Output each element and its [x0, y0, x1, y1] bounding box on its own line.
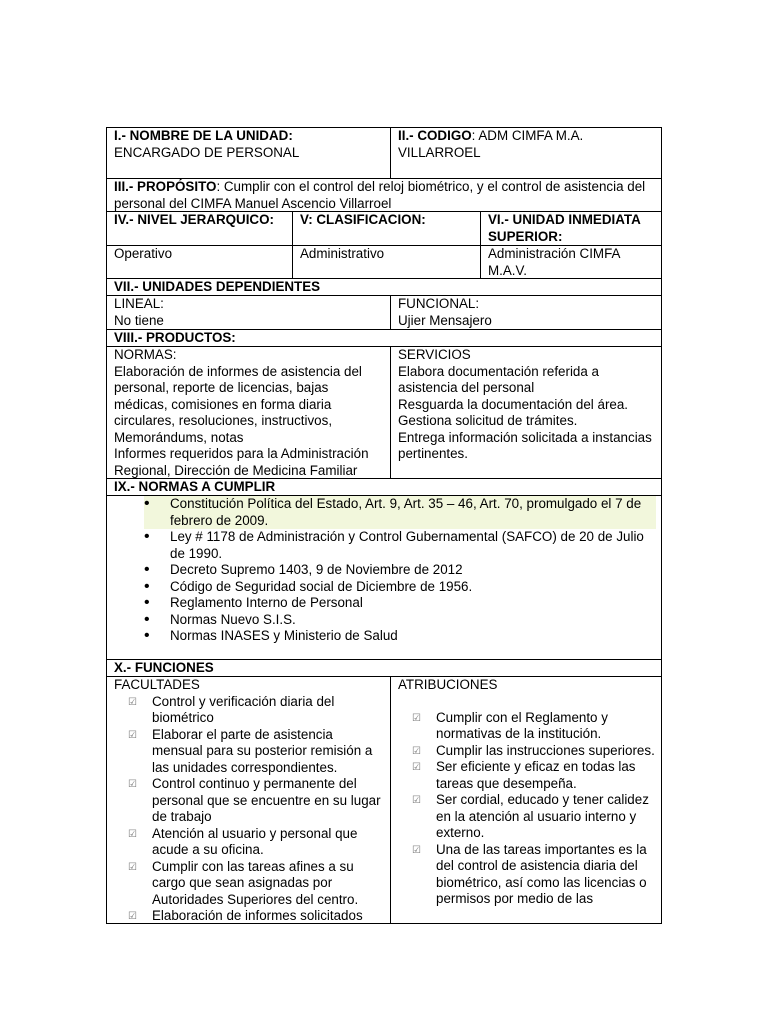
facultades-label: FACULTADES [114, 677, 200, 692]
facultad-item [114, 694, 385, 727]
norma-item: • Constitución Política del Estado, Art. 9, Art. 35 – 46, Art. 70, promulgado el 7 de febrero de 2009. [144, 496, 656, 529]
norma-item: • Código de Seguridad social de Diciembre de 1956. [144, 579, 656, 596]
atribucion-text: Ser eficiente y eficaz en todas las tareas que desempeña. [436, 759, 636, 791]
facultad-text: Control y verificación diaria del biométrico [152, 693, 335, 725]
atribucion-item [398, 759, 656, 792]
clasificacion-value: Administrativo [292, 246, 480, 278]
atribuciones-label: ATRIBUCIONES [398, 677, 498, 692]
checkmark-icon: ☑ [412, 745, 421, 757]
row-funciones-title [107, 660, 661, 677]
funciones-title: X.- FUNCIONES [114, 660, 214, 675]
servicios-item: Gestiona solicitud de trámites. [398, 413, 578, 428]
funcional-label: FUNCIONAL: [398, 296, 480, 311]
productos-title: VIII.- PRODUCTOS: [114, 330, 236, 345]
row-values-nivel [107, 246, 661, 279]
normas-list [114, 496, 656, 645]
checkmark-icon: ☑ [128, 779, 137, 790]
facultad-item [114, 727, 385, 777]
facultad-text: Elaborar el parte de asistencia mensual para su posterior remisión a las unidades correspondientes. [152, 726, 373, 775]
superior-label: VI.- UNIDAD INMEDIATA SUPERIOR: [480, 212, 661, 245]
atribucion-item [398, 710, 656, 743]
lineal-value: No tiene [114, 312, 164, 328]
row-dependientes-title [107, 279, 661, 296]
facultad-item [114, 908, 385, 925]
nivel-value: Operativo [114, 246, 173, 261]
codigo-value: : ADM CIMFA M.A. VILLARROEL [398, 128, 584, 160]
cell-normas-productos [107, 347, 390, 478]
norma-item: • Normas Nuevo S.I.S. [144, 612, 656, 629]
cell-proposito [107, 179, 661, 211]
row-dependientes [107, 296, 661, 330]
job-description-table [106, 127, 662, 924]
norma-item: • Decreto Supremo 1403, 9 de Noviembre de 2012 [144, 562, 656, 579]
row-normas-cumplir-title [107, 479, 661, 496]
facultad-item [114, 826, 385, 859]
norma-item: • Normas INASES y Ministerio de Salud [144, 628, 656, 645]
atribucion-text: Una de las tareas importantes es la del control de asistencia diaria del biométrico, así como las licencias o permisos por medio de las [436, 841, 647, 906]
row-proposito [107, 179, 661, 212]
unidad-label: I.- NOMBRE DE LA UNIDAD: [114, 128, 293, 143]
atribuciones-list [398, 710, 656, 908]
normas-label: NORMAS: [114, 347, 177, 362]
facultad-text: Control continuo y permanente del personal que se encuentre en su lugar de trabajo [152, 776, 381, 824]
funcional-value: Ujier Mensajero [398, 312, 492, 328]
superior-value: Administración CIMFA M.A.V. [480, 246, 661, 278]
atribucion-text: Cumplir las instrucciones superiores. [436, 742, 655, 758]
checkmark-icon: ☑ [128, 729, 137, 741]
checkmark-icon: ☑ [412, 762, 421, 773]
facultad-text: Elaboración de informes solicitados [152, 908, 363, 923]
row-headers-nivel [107, 212, 661, 246]
dependientes-title: VII.- UNIDADES DEPENDIENTES [114, 279, 321, 294]
row-normas-cumplir [107, 496, 661, 660]
atribucion-text: Ser cordial, educado y tener calidez en la atención al usuario interno y externo. [436, 792, 649, 840]
normas-cumplir-title: IX.- NORMAS A CUMPLIR [114, 479, 276, 494]
checkmark-icon: ☑ [412, 712, 421, 724]
checkmark-icon: ☑ [128, 861, 137, 873]
cell-funcional [390, 296, 661, 329]
normas-item: Elaboración de informes de asistencia del personal, reporte de licencias, bajas médicas, comisiones en forma diaria circulares, resoluciones, instructivos, Memorándums, notas [114, 363, 362, 445]
facultad-item [114, 776, 385, 826]
servicios-label: SERVICIOS [398, 347, 471, 362]
cell-lineal [107, 296, 390, 329]
unidad-value: ENCARGADO DE PERSONAL [114, 144, 300, 160]
checkmark-icon: ☑ [128, 828, 137, 840]
servicios-item: Elabora documentación referida a asistencia del personal [398, 363, 599, 395]
atribucion-item [398, 743, 656, 760]
checkmark-icon: ☑ [128, 696, 137, 708]
cell-normas-cumplir [107, 496, 661, 659]
proposito-value: : Cumplir con el control del reloj biométrico, y el control de asistencia del personal del CIMFA Manuel Ascencio Villarroel [114, 179, 646, 211]
codigo-label: II.- CODIGO [398, 128, 472, 143]
facultad-item [114, 859, 385, 909]
cell-servicios [390, 347, 661, 478]
atribucion-item [398, 842, 656, 908]
cell-atribuciones [390, 677, 661, 923]
nivel-label: IV.- NIVEL JERARQUICO: [114, 212, 274, 227]
atribucion-item [398, 792, 656, 842]
cell-unidad [107, 128, 390, 178]
cell-codigo [390, 128, 661, 178]
clasificacion-label: V: CLASIFICACION: [292, 212, 480, 245]
servicios-item: Resguarda la documentación del área. [398, 396, 629, 412]
cell-facultades [107, 677, 390, 923]
checkmark-icon: ☑ [128, 911, 137, 922]
checkmark-icon: ☑ [412, 844, 421, 856]
facultad-text: Atención al usuario y personal que acude a su oficina. [152, 825, 358, 857]
norma-item: • Reglamento Interno de Personal [144, 595, 656, 612]
row-productos [107, 347, 661, 479]
proposito-label: III.- PROPÓSITO [114, 179, 217, 194]
lineal-label: LINEAL: [114, 296, 164, 311]
checkmark-icon: ☑ [412, 795, 421, 806]
normas-item: Informes requeridos para la Administración Regional, Dirección de Medicina Familiar [114, 446, 369, 478]
row-productos-title [107, 330, 661, 347]
atribucion-text: Cumplir con el Reglamento y normativas de la institución. [436, 709, 608, 741]
row-unidad-codigo [107, 128, 661, 179]
facultad-text: Cumplir con las tareas afines a su cargo que sean asignadas por Autoridades Superiores del centro. [152, 858, 359, 907]
servicios-item: Entrega información solicitada a instancias pertinentes. [398, 429, 652, 461]
norma-item: • Ley # 1178 de Administración y Control Gubernamental (SAFCO) de 20 de Julio de 1990. [144, 529, 656, 562]
facultades-list [114, 694, 385, 925]
row-funciones [107, 677, 661, 923]
